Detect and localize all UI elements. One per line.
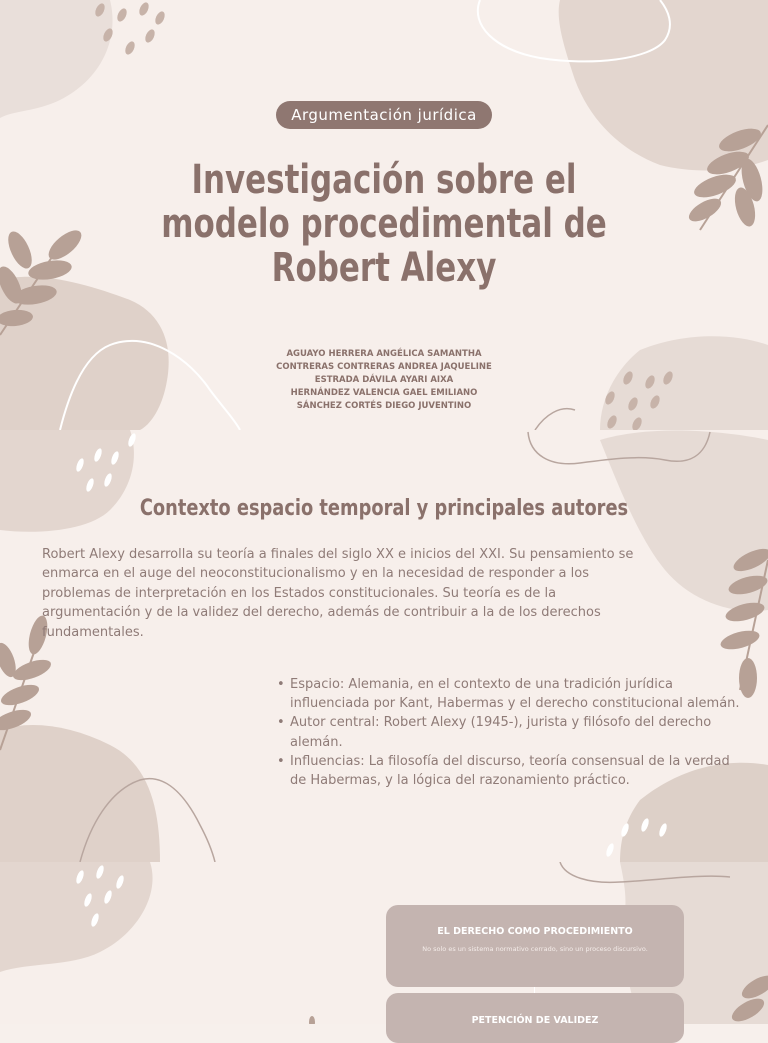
title-page	[0, 0, 768, 430]
title-line: Investigación sobre el	[191, 157, 577, 203]
context-paragraph: Robert Alexy desarrolla su teoría a finales del siglo XX e inicios del XXI. Su pensamiento se enmarca en el auge del neoconstitucionalismo y en la necesidad de responder a los problemas de interpretación en los Estados constitucionales. Su teoría es de la argumentación y de la validez del derecho, además de contribuir a la de los derechos fundamentales.	[42, 547, 634, 640]
key-points-list	[272, 675, 742, 790]
authors-list	[184, 348, 584, 413]
node-description: No solo es un sistema normativo cerrado, sino un proceso discursivo.	[422, 945, 648, 953]
author-name: HERNÁNDEZ VALENCIA GAEL EMILIANO	[290, 388, 478, 398]
author-name: SÁNCHEZ CORTÉS DIEGO JUVENTINO	[296, 401, 472, 411]
category-tag-label: Argumentación jurídica	[291, 106, 477, 124]
list-item: • Espacio: Alemania, en el contexto de una tradición jurídica influenciada por Kant, Habermas y el derecho constitucional alemán.	[272, 675, 742, 713]
author-name: CONTRERAS CONTRERAS ANDREA JAQUELINE	[276, 362, 492, 372]
diagram-node-procedure	[386, 905, 684, 987]
diagram-node-validity	[386, 993, 684, 1043]
context-page	[0, 430, 768, 862]
list-item: • Influencias: La filosofía del discurso, teoría consensual de la verdad de Habermas, y la lógica del razonamiento práctico.	[272, 752, 742, 790]
page-title	[148, 158, 619, 290]
decorative-background	[0, 430, 768, 862]
node-title: EL DERECHO COMO PROCEDIMIENTO	[437, 926, 633, 937]
title-line: modelo procedimental de	[161, 201, 607, 247]
category-tag	[276, 101, 492, 129]
list-item: • Autor central: Robert Alexy (1945-), jurista y filósofo del derecho alemán.	[272, 713, 742, 751]
author-name: AGUAYO HERRERA ANGÉLICA SAMANTHA	[286, 349, 482, 359]
section-heading: Contexto espacio temporal y principales autores	[139, 496, 629, 521]
author-name: ESTRADA DÁVILA AYARI AIXA	[314, 375, 454, 385]
title-line: Robert Alexy	[271, 245, 497, 291]
node-title: PETENCIÓN DE VALIDEZ	[471, 1015, 599, 1026]
